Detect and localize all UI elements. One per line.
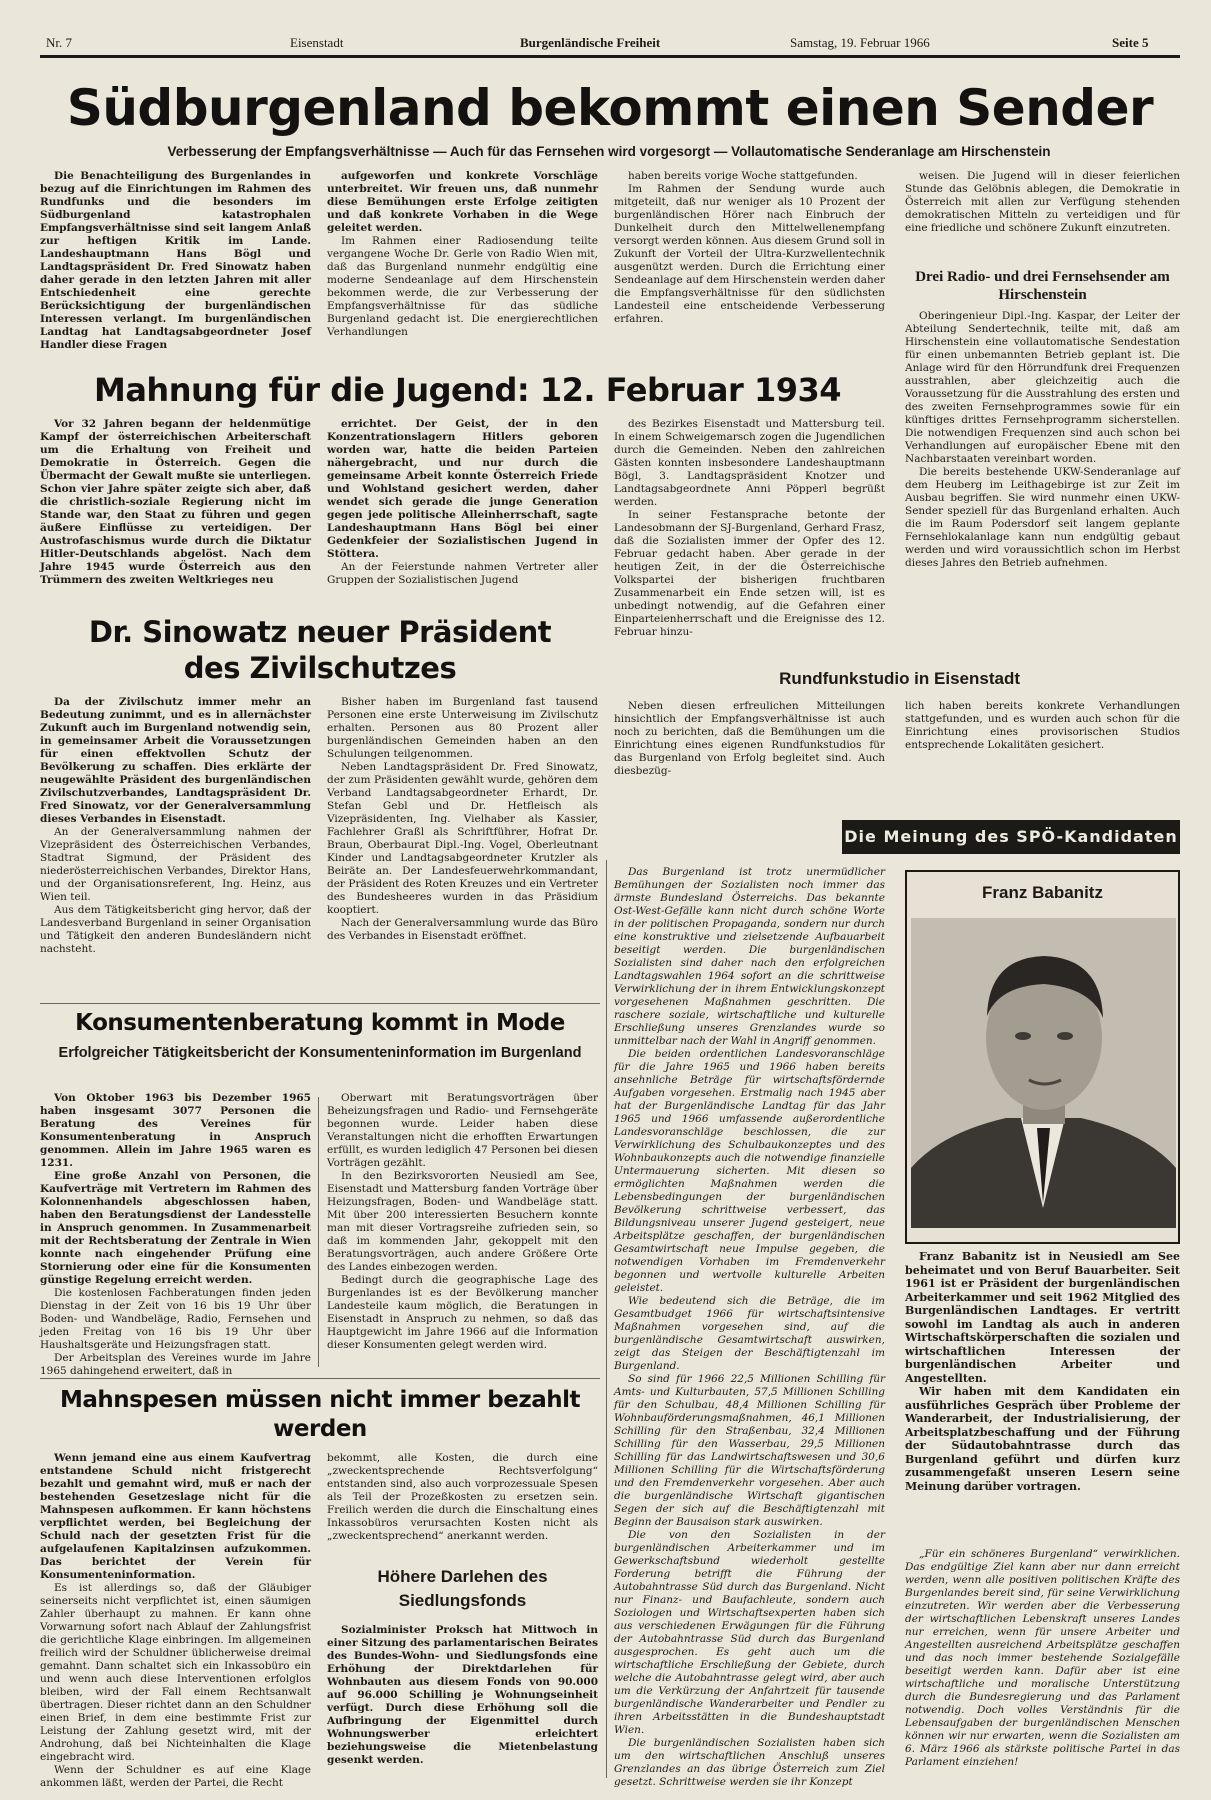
headline-siedlungsfonds-1: Höhere Darlehen des [377,1567,548,1586]
bio-p1: Franz Babanitz ist in Neusiedl am See beheimatet und von Beruf Bauarbeiter. Seit 1961 ist er Präsident der burgenländischen Arbeiterkammer und seit 1962 Mitglied des Burgenländischen Landtages. Er vertritt sowohl im Landtag als auch in anderen Wirtschaftskörperschaften die sozialen und wirtschaftlichen Interessen der burgenländischen Arbeiter und Angestellten. [905,1250,1180,1385]
a5-col1-body2: Die kostenlosen Fachberatungen finden jeden Dienstag in der Zeit von 16 bis 19 Uhr über Boden- und Wandbeläge, Radio, Fernsehen und jeden Freitag von 16 bis 19 Uhr über Haushaltsgeräte und Heizungsfragen statt. [40,1287,311,1351]
banner-text: Die Meinung des SPÖ-Kandidaten [844,827,1178,846]
headline-sender: Südburgenland bekommt einen Sender [66,79,1154,137]
a1-col2-lead: aufgeworfen und konkrete Vorschläge unterbreitet. Wir freuen uns, daß nunmehr diese Bemühungen erste Erfolge zeitigten und daß konkrete Vorhaben in die Wege geleitet werden. [327,170,598,234]
headline-sinowatz-1: Dr. Sinowatz neuer Präsident [88,615,552,649]
a8-p3: Wie bedeutend sich die Beträge, die im Gesamtbudget 1966 für wirtschaftsintensive Maßnahmen vorgesehen sind, auf die burgenländische Gesamtwirtschaft auswirken, zeigt das Steigen der Beschäftigtenzahl im Burgenland. [614,1295,885,1372]
headline-siedlungsfonds-2: Siedlungsfonds [398,1591,527,1610]
header-page: Seite 5 [1112,35,1149,50]
a8-p4: So sind für 1966 22,5 Millionen Schilling für Amts- und Kulturbauten, 57,5 Millionen Schilling für den Schulbau, 48,4 Millionen Schilling für Wohnbauförderungsmaßnahmen, 46,1 Millionen Schilling für den Straßenbau, 32,4 Millionen Schilling für den Wasserbau, 29,5 Millionen Schilling für das Landwirtschaftswesen und 30,6 Millionen Schilling für die Wirtschaftsförderung und den Fremdenverkehr vorgesehen. Aber auch die burgenländische Wirtschaft gigantischen Segen der sich auf die Beschäftigtenzahl mit Beginn der Bausaison stark auswirken. [614,1373,885,1528]
a1-col1: Die Benachteiligung des Burgenlandes in bezug auf die Einrichtungen im Rahmen des Rundfunks und die besonders im Südburgenland katastrophalen Empfangsverhältnisse sind seit langem Anlaß zur heftigen Kritik im Lande. Landeshauptmann Hans Bögl und Landtagspräsident Dr. Fred Sinowatz haben daher gerade in den letzten Jahren mit aller Entschiedenheit eine gerechte Berücksichtigung der burgenländischen Interessen verlangt. Im burgenländischen Landtag hat Landtagsabgeordneter Josef Handler diese Fragen [40,170,311,351]
a3-col2-body: Neben Landtagspräsident Dr. Fred Sinowatz, der zum Präsidenten gewählt wurde, gehören dem Verband Landtagsabgeordneter Erhardt, Dr. Stefan Gebl und Dr. Hetfleisch als Vizepräsidenten, Ing. Vielhaber als Kassier, Fachlehrer Graßl als Schriftführer, Hofrat Dr. Braun, Oberbaurat Dipl.-Ing. Vogel, Oberleutnant Kinder und Landtagsabgeordneter Krutzler als Beiräte an. Der Landesfeuerwehrkommandant, der Präsident des Roten Kreuzes und ein Vertreter des Bundesheeres wurden in das Präsidium kooptiert. [327,761,598,916]
a5-col2 [327,1092,598,1362]
a1-col4-body: Oberingenieur Dipl.-Ing. Kaspar, der Leiter der Abteilung Sendertechnik, teilte mit, daß am Hirschenstein eine vollautomatische Sendestation für einen unbemannten Betrieb geplant ist. Die Anlage wird für den Hörrundfunk drei Frequenzen ausstrahlen, aber gleichzeitig auch die Voraussetzung für die Ausstrahlung des ersten und des zweiten Fernsehprogrammes sowie für ein künftiges drittes Fernsehprogramm sicherstellen. Die notwendigen Frequenzen sind auch schon bei Verhandlungen auf europäischer Ebene mit den Nachbarstaaten vereinbart worden. [905,310,1180,465]
a2-col3-body: In seiner Festansprache betonte der Landesobmann der SJ-Burgenland, Gerhard Frasz, daß die Sozialisten immer der Opfer des 12. Februar gedacht haben. Aber gerade in der heutigen Zeit, in der die Österreichische Volkspartei der bisherigen fruchtbaren Zusammenarbeit ein Ende setzen will, ist es unbedingt notwendig, auf die Gefahren einer Einparteienherrschaft und die Ereignisse des 12. Februar hinzu- [614,509,885,638]
headline-sinowatz-2: des Zivilschutzes [183,651,457,685]
a1-col3 [614,170,885,366]
a6-col1-lead: Wenn jemand eine aus einem Kaufvertrag entstandene Schuld nicht fristgerecht bezahlt und gemahnt wird, muß er nach der bestehenden Gesetzeslage nicht für die Mahnspesen aufkommen. Er kann höchstens verpflichtet werden, bei Begleichung der Schuld nach der gesetzten Frist für die aufgelaufenen Kapitalzinsen aufzukommen. Das berichtet der Verein für Konsumenteninformation. [40,1452,311,1581]
a4-col2: lich haben bereits konkrete Verhandlungen stattgefunden, und es wurden auch schon für die Einrichtung eines provisorischen Studios entsprechende Lokalitäten gesichert. [905,700,1180,751]
portrait-image [911,918,1176,1228]
subtitle-konsumentenberatung: Erfolgreicher Tätigkeitsbericht der Konsumenteninformation im Burgenland [58,1045,582,1061]
header-number: Nr. 7 [46,35,72,50]
candidate-quote: „Für ein schöneres Burgenland“ verwirklichen. Das endgültige Ziel kann aber nur dann erreicht werden, wenn alle positiven politischen Kräfte des Burgenlandes bereit sind, für seine Verwirklichung einzutreten. Wir werden aber die Verbesserung der wirtschaftlichen Lebenskraft unseres Landes nur erreichen, wenn für unsere Arbeiter und Angestellten ausreichend Arbeitsplätze geschaffen und das noch immer bestehende Sozialgefälle beseitigt werden kann. Dafür aber ist eine wirtschaftliche und moralische Unterstützung durch die Bundesregierung und das Parlament notwendig. Doch volles Verständnis für die Lebensaufgaben der burgenländischen Menschen können wir nur erwarten, wenn die Sozialisten am 6. März 1966 als stärkste politische Partei in das Parlament einziehen! [905,1548,1180,1768]
a8-p5: Die von den Sozialisten in der burgenländischen Arbeiterkammer und im Gewerkschaftsbund wiederholt gestellte Forderung betrifft die Führung der Autobahntrasse Süd durch das Burgenland. Nicht nur Finanz- und Baufachleute, sondern auch Soziologen und Wirtschaftsexperten haben sich aus verschiedenen Erwägungen für die Führung der Autobahntrasse Süd durch das Burgenland ausgesprochen. Es geht auch um die wirtschaftliche Erschließung der Gebiete, durch welche die Autobahntrasse gelegt wird, aber auch um die Verkürzung der Anfahrtzeit für tausende burgenländische Wanderarbeiter und Pendler zu ihren Arbeitsstätten in die Bundeshauptstadt Wien. [614,1529,885,1736]
candidate-box [905,870,1180,1244]
a1-col2 [327,170,598,366]
a3-col2-body2: Nach der Generalversammlung wurde das Büro des Verbandes in Eisenstadt eröffnet. [327,917,598,942]
header-place: Eisenstadt [290,35,344,50]
rule-v1 [318,1097,319,1367]
a5-col1-body3: Der Arbeitsplan des Vereines wurde im Jahre 1965 dahingehend erweitert, daß in [40,1352,311,1377]
header-date: Samstag, 19. Februar 1966 [790,35,930,50]
a2-col2 [327,418,598,598]
a5-col2-body2: Bedingt durch die geographische Lage des Burgenlandes ist es der Bevölkerung mancher Landesteile kaum möglich, die Beratungen in Eisenstadt in Anspruch zu nehmen, so daß das Hauptgewicht im Jahre 1966 auf die Information dieser Konsumenten gelegt werden wird. [327,1274,598,1351]
a5-col2-body: In den Bezirksvororten Neusiedl am See, Eisenstadt und Mattersburg fanden Vorträge über Heizungsfragen, Boden- und Wandbeläge statt. Mit über 200 interessierten Besuchern konnte man mit dieser Vortragsreihe zufrieden sein, so daß im kommenden Jahr, gekoppelt mit den Beratungsvorträgen, auch andere Größere Orte des Landes einbezogen werden. [327,1170,598,1273]
a5-col1 [40,1092,311,1377]
a3-col2-lead: Bisher haben im Burgenland fast tausend Personen eine erste Unterweisung im Zivilschutz erhalten. Personen aus 80 Prozent aller burgenländischen Gemeinden haben an den Schulungen teilgenommen. [327,696,598,760]
a7-col: Sozialminister Proksch hat Mittwoch in einer Sitzung des parlamentarischen Beirates des Bundes-Wohn- und Siedlungsfonds eine Erhöhung der Direktdarlehen für Wohnbauten aus diesem Fonds von 90.000 auf 96.000 Schilling je Wohnungseinheit verfügt. Durch diese Erhöhung soll die Aufbringung der Eigenmittel durch Wohnungswerber erleichtert beziehungsweise die Mietenbelastung gesenkt werden. [327,1624,598,1766]
headline-mahnung: Mahnung für die Jugend: 12. Februar 1934 [93,371,841,409]
candidate-name-heading: Franz Babanitz [982,883,1103,902]
a3-col1-body: An der Generalversammlung nahmen der Vizepräsident des Österreichischen Verbandes, Stadtrat Sigmund, der Präsident des niederösterreichischen Verbandes, Direktor Hans, und der Organisationsreferent, Ing. Heinz, aus Wien teil. [40,826,311,903]
a5-col1-lead: Von Oktober 1963 bis Dezember 1965 haben insgesamt 3077 Personen die Beratung des Vereines für Konsumentenberatung in Anspruch genommen. Allein im Jahre 1965 waren es 1231. [40,1092,311,1169]
rule-h2 [40,1378,600,1379]
a3-col1-lead: Da der Zivilschutz immer mehr an Bedeutung zunimmt, und es in allernächster Zukunft auch im Burgenland notwendig sein, in gemeinsamer Arbeit die Voraussetzungen für einen effektvollen Schutz der Bevölkerung zu schaffen. Dies erklärte der neugewählte Präsident des burgenländischen Zivilschutzverbandes, Landtagspräsident Dr. Fred Sinowatz, vor der Generalversammlung dieses Verbandes in Eisenstadt. [40,696,311,825]
candidate-bio [905,1250,1180,1540]
a1-col4-body2: Die bereits bestehende UKW-Senderanlage auf dem Heuberg im Leithagebirge ist zur Zeit im Ausbau begriffen. Sie wird nunmehr einen UKW-Sender speziell für das Burgenland erhalten. Auch die im Raum Podersdorf seit langem geplante Fernsehlokalanlage kann nun endgültig gebaut werden und wird voraussichtlich schon im Herbst dieses Jahres den Betrieb aufnehmen. [905,466,1180,569]
headline-rundfunkstudio: Rundfunkstudio in Eisenstadt [779,669,1020,688]
rule-h1 [40,1003,600,1004]
header-rule [40,55,1180,58]
candidate-photo [911,918,1174,1228]
header-paper: Burgenländische Freiheit [520,35,661,50]
a2-col2-lead: errichtet. Der Geist, der in den Konzentrationslagern Hitlers geboren worden war, hatte die beiden Parteien nähergebracht, und nur durch die gemeinsame Arbeit konnte Österreich Friede und Wohlstand gesichert werden, daher wendet sich gerade die junge Generation gegen jede politische Alleinherrschaft, sagte Landeshauptmann Hans Bögl bei einer Gedenkfeier der Sozialistischen Jugend in Stöttera. [327,418,598,560]
a1-col2-body: Im Rahmen einer Radiosendung teilte vergangene Woche Dr. Gerle von Radio Wien mit, daß das Burgenland nunmehr endgültig eine moderne Sendeanlage auf dem Hirschenstein bekommen werde, die zur Verbesserung der Empfangsverhältnisse für das südliche Burgenland gedacht ist. Die energierechtlichen Verhandlungen [327,235,598,338]
a6-col1 [40,1452,311,1789]
subhead-drei-sender: Drei Radio- und drei Fernsehsender am Hirschenstein [915,269,1170,303]
a3-col2 [327,696,598,992]
a2-col3 [614,418,885,664]
a5-col1-body: Eine große Anzahl von Personen, die Kaufverträge mit Vertretern im Rahmen des Kolonnenhandels abgeschlossen haben, haben den Beratungsdienst der Landesstelle in Anspruch genommen. In Zusammenarbeit mit der Rechtsberatung der Zentrale in Wien konnte nach eingehender Prüfung eine Stornierung oder eine für die Konsumenten günstige Regelung erreicht werden. [40,1170,311,1286]
a2-col1: Vor 32 Jahren begann der heldenmütige Kampf der österreichischen Arbeiterschaft um die Erhaltung von Freiheit und Demokratie in Österreich. Gegen die Übermacht der Gewalt mußte sie unterliegen. Schon vier Jahre später zeigte sich aber, daß die christlich-soziale Regierung nicht im Stande war, den Staat zu führen und gegen äußere Einflüsse zu verteidigen. Der Austrofaschismus wurde durch die Diktatur Hitler-Deutschlands abgelöst. Nach dem Jahre 1945 wurde Österreich aus den Trümmern des zweiten Weltkrieges neu [40,418,311,586]
a8-text [614,866,885,1788]
subtitle-sender: Verbesserung der Empfangsverhältnisse — Auch für das Fernsehen wird vorgesorgt — Vollautomatische Senderanlage am Hirschenstein [167,144,1051,159]
a8-p1: Das Burgenland ist trotz unermüdlicher Bemühungen der Sozialisten noch immer das ärmste Bundesland Österreichs. Das bekannte Ost-West-Gefälle kann nicht durch schöne Worte in der politischen Propaganda, sondern nur durch eine konstruktive und zielsetzende Aufbauarbeit beseitigt werden. Die burgenländischen Sozialisten sind daher nach den erfolgreichen Landtagswahlen 1964 sofort an die schrittweise Verwirklichung der in ihrem Entwicklungskonzept vorgesehenen Maßnahmen geschritten. Die raschere soziale, wirtschaftliche und kulturelle Erschließung unseres Grenzlandes wurde so unmittelbar nach der Wahl in Angriff genommen. [614,866,885,1047]
a8-p2: Die beiden ordentlichen Landesvoranschläge für die Jahre 1965 und 1966 haben bereits ansehnliche Beträge für wirtschaftsfördernde Aufgaben vorgesehen. Erstmalig nach 1945 aber hat der Burgenländische Landtag für das Jahr 1965 und 1966 umfassende außerordentliche Landesvoranschläge beschlossen, die zur Verwirklichung des Schulbaukonzeptes und des Wohnbaukonzepts auch die notwendige finanzielle Untermauerung sicherten. Mit diesen so ermöglichten Maßnahmen werden die Lebensbedingungen der burgenländischen Bevölkerung schrittweise verbessert, das Bildungsniveau unserer Jugend gesteigert, neue Arbeitsplätze geschaffen, der burgenländischen Gesamtwirtschaft neue Impulse gegeben, die notwendigen Vorhaben im Fremdenverkehr begonnen und wertvolle kulturelle Arbeiten geleistet. [614,1048,885,1294]
a1-col3-lead: haben bereits vorige Woche stattgefunden. [628,170,858,182]
a2-col4-end: weisen. Die Jugend will in dieser feierlichen Stunde das Gelöbnis ablegen, die Demokratie in Österreich mit allen zur Verfügung stehenden demokratischen Mitteln zu verteidigen und für eine friedliche und schönere Zukunft einzutreten. [905,170,1180,234]
a2-col3-lead: des Bezirkes Eisenstadt und Mattersburg teil. In einem Schweigemarsch zogen die Jugendlichen durch die Gemeinden. Neben den zahlreichen Gästen konnten insbesondere Landeshauptmann Bögl, 3. Landtagspräsident Knotzer und Landtagsabgeordnete Anni Pöpperl begrüßt werden. [614,418,885,508]
a6-col2: bekommt, alle Kosten, die durch eine „zweckentsprechende Rechtsverfolgung“ entstanden sind, also auch vorprozessuale Spesen als Teil der Prozeßkosten zu ersetzen sein. Freilich werden die durch die Einschaltung eines Inkassobüros verursachten Kosten nicht als „zweckentsprechend“ anerkannt werden. [327,1452,598,1542]
a1-col3-body: Im Rahmen der Sendung wurde auch mitgeteilt, daß nur weniger als 10 Prozent der burgenländischen Hörer nach Einbruch der Dunkelheit durch den Mittelwellenempfang versorgt werden können. Aus diesem Grund soll in Zukunft der Vorteil der Ultra-Kurzwellentechnik ausgenützt werden. Durch die Errichtung einer Sendeanlage auf dem Hirschenstein werden daher die Empfangsverhältnisse für den südlichsten Landesteil eine entscheidende Verbesserung erfahren. [614,183,885,325]
a8-p6: Die burgenländischen Sozialisten haben sich um den wirtschaftlichen Anschluß unseres Grenzlandes an das übrige Österreich zum Ziel gesetzt. Schrittweise werden sie ihr Konzept [614,1737,885,1788]
bio-p2: Wir haben mit dem Kandidaten ein ausführliches Gespräch über Probleme der Wanderarbeit, der Industrialisierung, der Arbeitsplatzbeschaffung und der Führung der Südautobahntrasse durch das Burgenland geführt und dürfen kurz zusammengefaßt unseren Lesern seine Meinung darüber vortragen. [905,1385,1180,1493]
rule-v2 [606,860,607,1778]
a3-col1-body2: Aus dem Tätigkeitsbericht ging hervor, daß der Landesverband Burgenland in seiner Organisation und Tätigkeit den anderen Bundesländern nicht nachsteht. [40,904,311,955]
a4-col1: Neben diesen erfreulichen Mitteilungen hinsichtlich der Empfangsverhältnisse ist auch noch zu berichten, daß die Bemühungen um die Einrichtung eines eigenen Rundfunkstudios für das Burgenland von Erfolg begleitet sind. Auch diesbezüg- [614,700,885,777]
a3-col1 [40,696,311,992]
a5-col2-lead: Oberwart mit Beratungsvorträgen über Beheizungsfragen und Radio- und Fernsehgeräte begonnen wurde. Leider haben diese Veranstaltungen nicht die erhofften Erwartungen erfüllt, es wurden lediglich 47 Personen bei diesen Vorträgen gezählt. [327,1092,598,1169]
a6-col1-body: Es ist allerdings so, daß der Gläubiger seinerseits nicht verpflichtet ist, einen säumigen Zahler überhaupt zu mahnen. Er kann ohne Vorwarnung sofort nach Ablauf der Zahlungsfrist die gerichtliche Klage einbringen. Im allgemeinen freilich wird der Schuldner üblicherweise dreimal gemahnt. Dann schaltet sich ein Inkassobüro ein und wenn auch diese Interventionen erfolglos bleiben, wird der Fall einem Rechtsanwalt übertragen. Dieser richtet dann an den Schuldner einen Brief, in dem eine bestimmte Frist zur Leistung der Zahlung gesetzt wird, mit der Androhung, daß bei Nichteinhalten die Klage eingebracht wird. [40,1582,311,1763]
headline-konsumentenberatung: Konsumentenberatung kommt in Mode [75,1010,565,1036]
a6-col1-body2: Wenn der Schuldner es auf eine Klage ankommen läßt, werden der Partei, die Recht [40,1764,311,1789]
headline-mahnspesen-1: Mahnspesen müssen nicht immer bezahlt [59,1387,581,1413]
a1-col4 [905,310,1180,666]
headline-mahnspesen-2: werden [273,1416,367,1442]
a2-col2-body: An der Feierstunde nahmen Vertreter aller Gruppen der Sozialistischen Jugend [327,561,598,586]
banner-spoe-kandidat [842,820,1180,854]
